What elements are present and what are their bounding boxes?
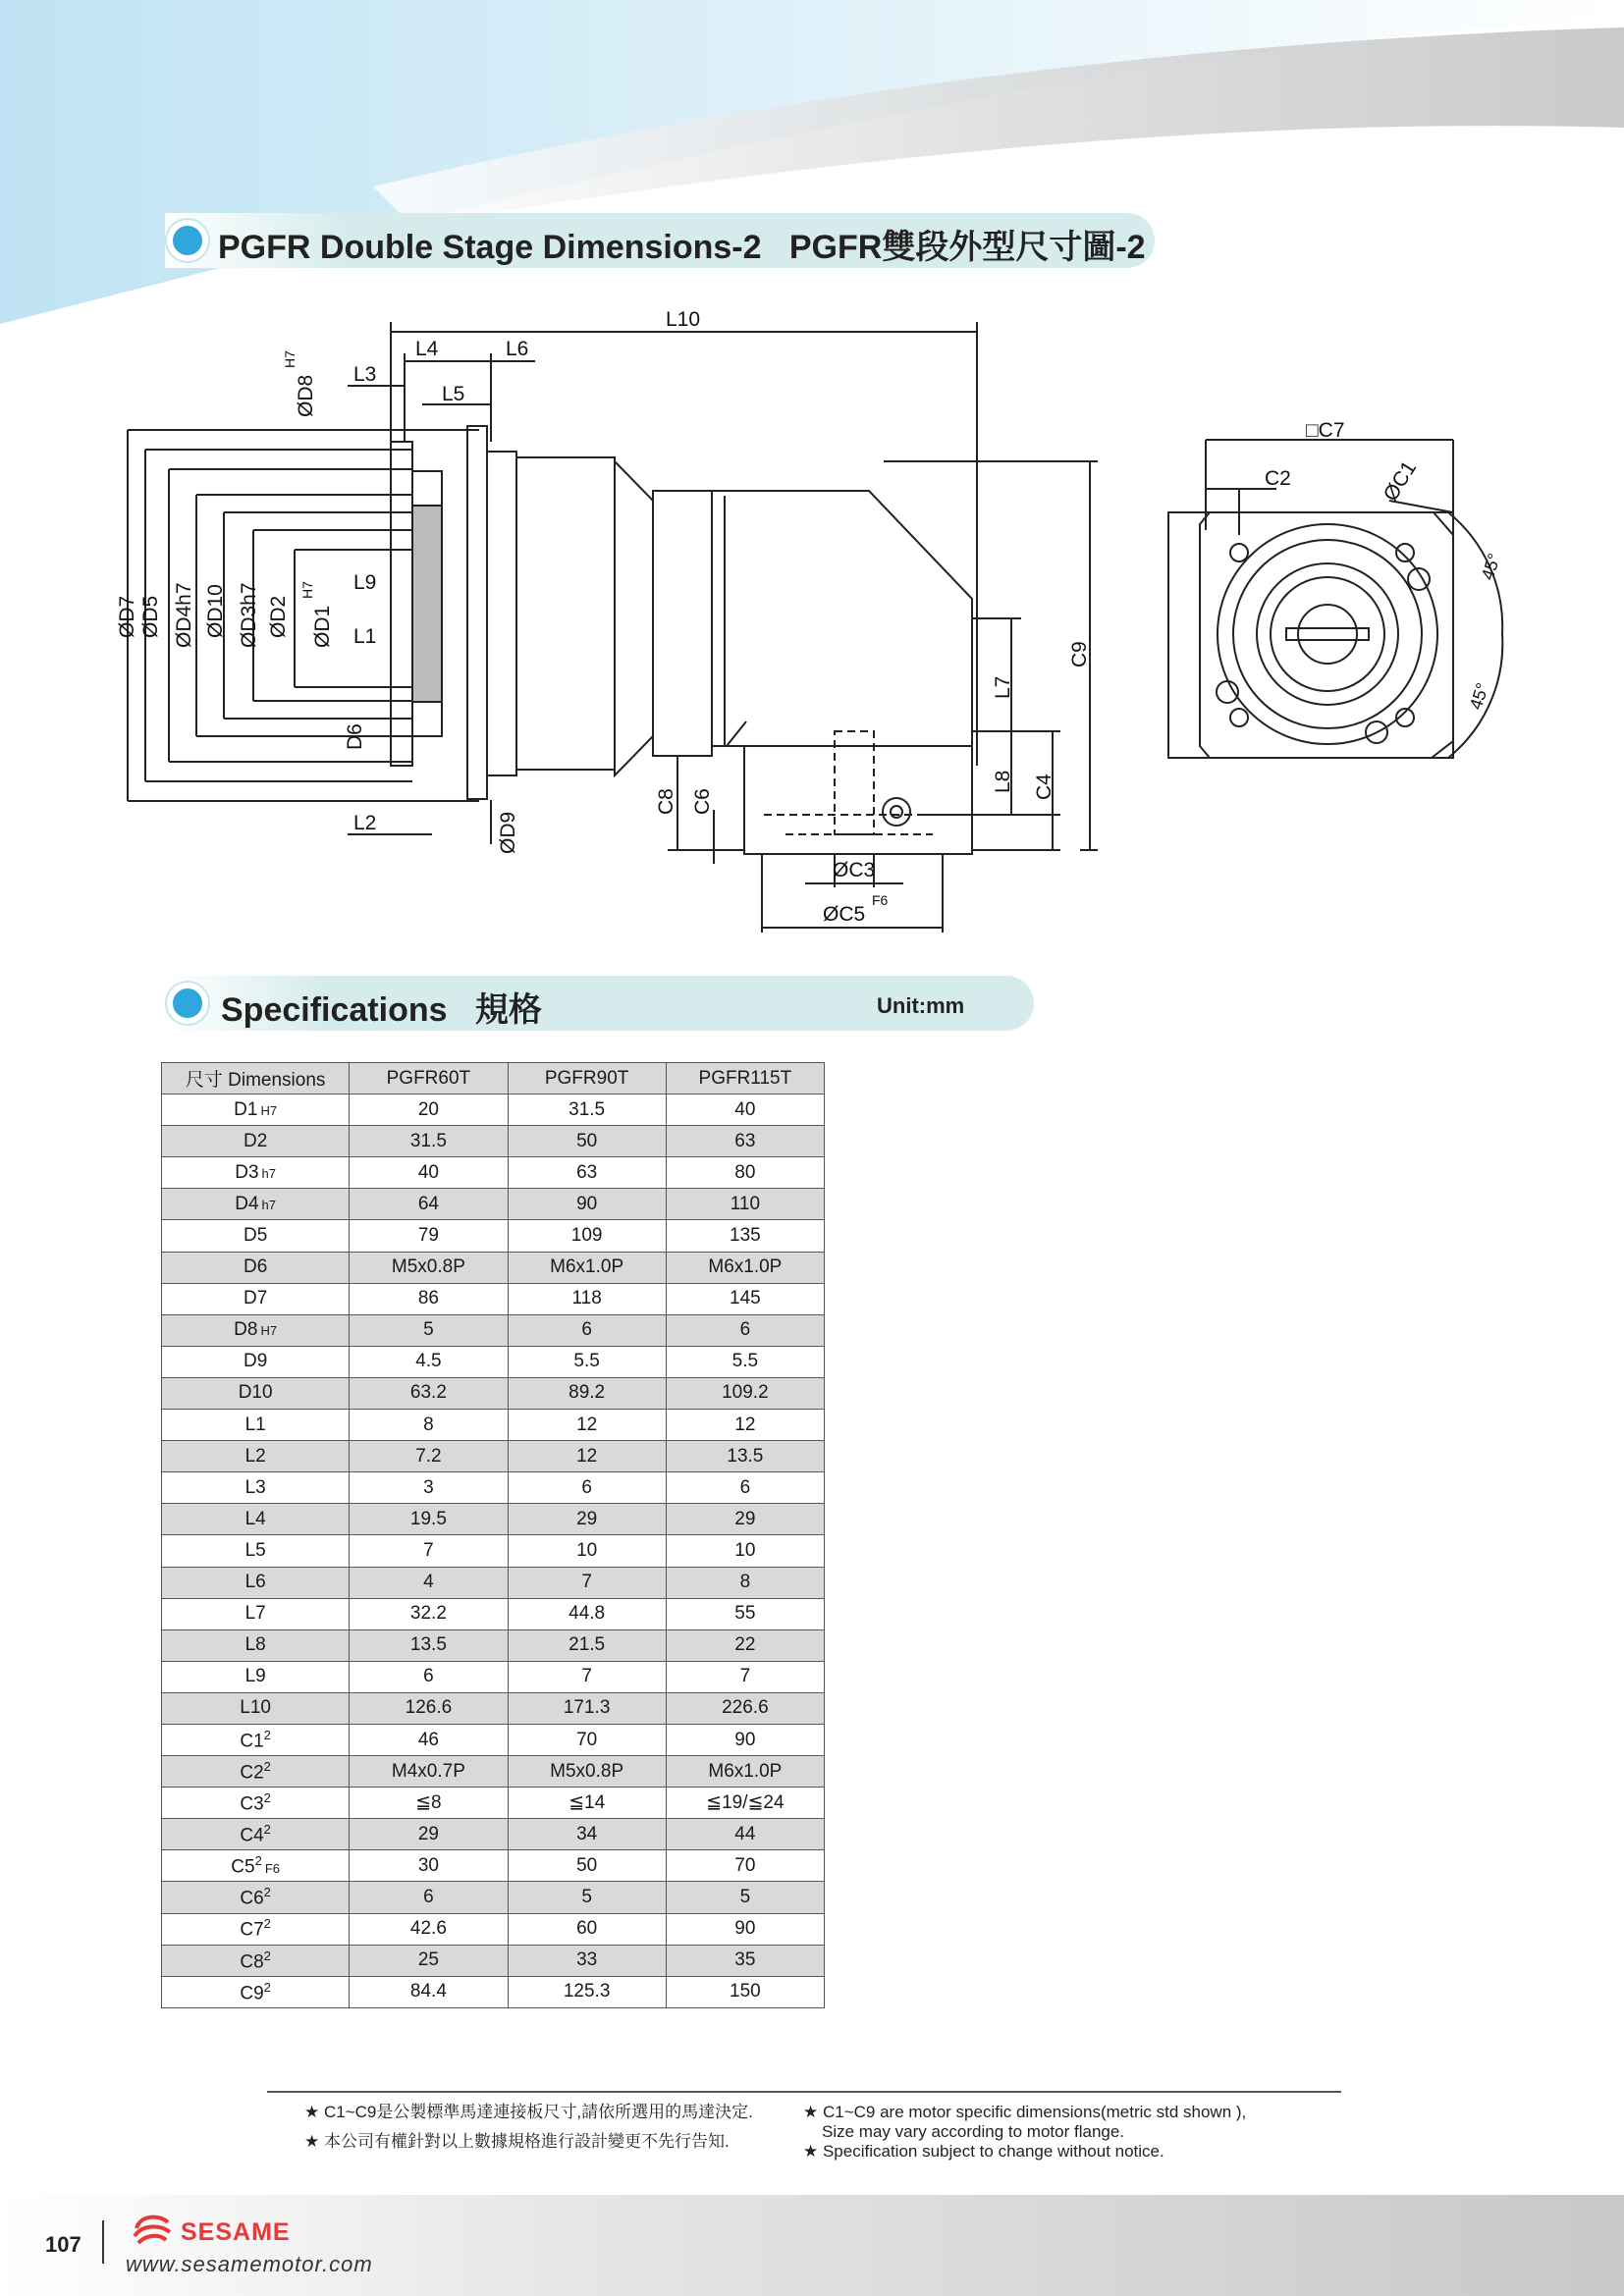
label-C3: ØC3: [833, 859, 876, 881]
table-row: [162, 1913, 825, 1945]
dimension-value: 5.5: [666, 1346, 824, 1377]
dimension-value: 50: [508, 1126, 666, 1157]
dimension-value: 6: [350, 1882, 508, 1913]
table-row: [162, 1472, 825, 1504]
dimension-name: [162, 1976, 350, 2007]
table-row: [162, 1220, 825, 1252]
footer-separator: [102, 2220, 104, 2264]
dimension-value: 46: [350, 1724, 508, 1755]
dimension-symbol: D5: [243, 1225, 268, 1247]
table-row: [162, 1283, 825, 1314]
label-L2: L2: [353, 812, 377, 834]
dimension-value: 32.2: [350, 1598, 508, 1629]
table-row: [162, 1850, 825, 1882]
label-D7: ØD7: [116, 595, 138, 638]
dimension-value: 125.3: [508, 1976, 666, 2007]
specs-title: Specifications 規格: [221, 991, 542, 1029]
dimension-value: 8: [350, 1410, 508, 1441]
dimension-drawing: [108, 294, 1542, 962]
dimension-value: 10: [508, 1535, 666, 1567]
dimension-value: 40: [350, 1157, 508, 1189]
dimension-symbol: D1: [234, 1098, 258, 1120]
dimension-footnote: 2: [263, 1727, 271, 1742]
dimension-value: 90: [666, 1724, 824, 1755]
dimension-value: 42.6: [350, 1913, 508, 1945]
dimension-symbol: L9: [244, 1666, 266, 1687]
dimension-value: 7: [508, 1567, 666, 1598]
dimension-footnote: 2: [263, 1822, 271, 1838]
dimension-value: 33: [508, 1945, 666, 1976]
dimension-name: [162, 1410, 350, 1441]
dimension-tolerance: H7: [260, 1323, 278, 1339]
table-row: [162, 1346, 825, 1377]
dimension-value: ≦19/≦24: [666, 1788, 824, 1819]
dimension-symbol: L7: [244, 1603, 266, 1625]
dimension-value: 79: [350, 1220, 508, 1252]
table-row: [162, 1504, 825, 1535]
dimension-value: 55: [666, 1598, 824, 1629]
label-L1: L1: [353, 625, 377, 648]
notes-divider: [267, 2091, 1341, 2093]
dimension-value: 63.2: [350, 1377, 508, 1409]
dimension-symbol: D2: [243, 1130, 268, 1151]
dimension-value: 40: [666, 1095, 824, 1126]
dimension-symbol: C8: [240, 1950, 264, 1972]
dimension-symbol: C7: [240, 1919, 264, 1941]
dimension-value: 171.3: [508, 1692, 666, 1724]
dimension-symbol: D4: [235, 1193, 259, 1214]
table-row: [162, 1788, 825, 1819]
label-D10: ØD10: [204, 584, 227, 638]
dimension-value: 22: [666, 1629, 824, 1661]
dimension-value: 60: [508, 1913, 666, 1945]
dimension-value: 109: [508, 1220, 666, 1252]
note-zh-1: ★ C1~C9是公製標準馬達連接板尺寸,請依所選用的馬達決定.: [304, 2103, 753, 2121]
dimension-value: 118: [508, 1283, 666, 1314]
column-header-model: PGFR90T: [508, 1063, 666, 1095]
dimension-tolerance: F6: [264, 1860, 280, 1876]
label-D1: ØD1: [311, 605, 334, 648]
dimension-symbol: L3: [244, 1476, 266, 1498]
notes-en: [803, 2103, 1246, 2162]
table-row: [162, 1377, 825, 1409]
dimension-footnote: 2: [263, 1948, 271, 1963]
label-angle-1: 45°: [1477, 551, 1505, 583]
note-en-2: ★ Specification subject to change without notice.: [803, 2142, 1164, 2161]
dimension-symbol: D6: [243, 1256, 268, 1278]
dimension-symbol: C9: [240, 1982, 264, 2003]
dimension-value: 90: [666, 1913, 824, 1945]
dimension-value: 135: [666, 1220, 824, 1252]
label-L3: L3: [353, 363, 377, 386]
dimension-value: 5: [508, 1882, 666, 1913]
dimension-value: 7: [508, 1661, 666, 1692]
specs-bullet-icon: [167, 983, 208, 1024]
dimension-value: 5: [350, 1314, 508, 1346]
dimension-value: 150: [666, 1976, 824, 2007]
dimension-value: 63: [666, 1126, 824, 1157]
note-en-1b: Size may vary according to motor flange.: [822, 2122, 1125, 2141]
table-row: [162, 1095, 825, 1126]
dimension-name: [162, 1346, 350, 1377]
dimension-name: [162, 1850, 350, 1882]
label-C8: C8: [655, 788, 677, 815]
dimension-footnote: 2: [254, 1853, 262, 1869]
table-row: [162, 1314, 825, 1346]
dimension-name: [162, 1598, 350, 1629]
dimension-tolerance: h7: [261, 1197, 277, 1212]
label-D8: ØD8: [295, 374, 317, 417]
dimension-symbol: D9: [243, 1351, 268, 1372]
dimension-value: 4: [350, 1567, 508, 1598]
dimension-value: 7: [350, 1535, 508, 1567]
dimension-value: 12: [666, 1410, 824, 1441]
dimension-value: 6: [508, 1472, 666, 1504]
page-number: 107: [45, 2232, 81, 2257]
dimension-symbol: C2: [240, 1762, 264, 1784]
label-D1-sup: H7: [299, 581, 315, 599]
dimension-name: [162, 1095, 350, 1126]
label-C7: □C7: [1306, 419, 1345, 442]
dimension-value: M4x0.7P: [350, 1756, 508, 1788]
table-row: [162, 1819, 825, 1850]
label-L5: L5: [442, 383, 465, 405]
column-header-model: PGFR60T: [350, 1063, 508, 1095]
dimension-value: ≦8: [350, 1788, 508, 1819]
dimension-value: 12: [508, 1410, 666, 1441]
column-header-dimensions: 尺寸 Dimensions: [162, 1063, 350, 1095]
dimension-value: 30: [350, 1850, 508, 1882]
dimension-name: [162, 1535, 350, 1567]
label-D4: ØD4h7: [173, 582, 195, 648]
dimension-value: 3: [350, 1472, 508, 1504]
dimension-value: 29: [508, 1504, 666, 1535]
dimension-symbol: D8: [234, 1319, 258, 1341]
dimension-value: 10: [666, 1535, 824, 1567]
website-link[interactable]: www.sesamemotor.com: [126, 2252, 373, 2276]
dimension-symbol: C6: [240, 1888, 264, 1909]
dimension-symbol: L8: [244, 1634, 266, 1656]
brand-name: SESAME: [181, 2218, 291, 2246]
dimension-symbol: D3: [235, 1161, 259, 1183]
dimension-value: 6: [350, 1661, 508, 1692]
dimension-value: 7: [666, 1661, 824, 1692]
dimension-name: [162, 1314, 350, 1346]
dimension-value: 70: [666, 1850, 824, 1882]
dimension-value: 35: [666, 1945, 824, 1976]
table-row: [162, 1126, 825, 1157]
label-C2: C2: [1265, 467, 1291, 490]
label-D5: ØD5: [139, 595, 162, 638]
dimension-name: [162, 1189, 350, 1220]
dimension-tolerance: h7: [261, 1165, 277, 1181]
label-L10: L10: [666, 308, 701, 331]
dimension-name: [162, 1126, 350, 1157]
unit-label: Unit:mm: [877, 993, 965, 1018]
label-C6: C6: [691, 788, 714, 815]
dimension-tolerance: H7: [260, 1102, 278, 1118]
note-en-1: ★ C1~C9 are motor specific dimensions(metric std shown ),: [803, 2103, 1247, 2121]
dimension-name: [162, 1788, 350, 1819]
table-row: [162, 1724, 825, 1755]
table-row: [162, 1598, 825, 1629]
table-row: [162, 1945, 825, 1976]
dimension-name: [162, 1692, 350, 1724]
label-D8-sup: H7: [282, 350, 298, 368]
dimension-name: [162, 1945, 350, 1976]
label-D9: ØD9: [497, 811, 519, 854]
dimension-value: 6: [666, 1472, 824, 1504]
dimension-value: 44.8: [508, 1598, 666, 1629]
dimension-value: 6: [508, 1314, 666, 1346]
dimension-value: 63: [508, 1157, 666, 1189]
table-row: [162, 1756, 825, 1788]
dimension-footnote: 2: [263, 1758, 271, 1774]
dimension-value: 19.5: [350, 1504, 508, 1535]
title-bullet-icon: [167, 220, 208, 261]
dimension-value: 8: [666, 1567, 824, 1598]
dimension-symbol: L6: [244, 1572, 266, 1593]
dimension-value: 13.5: [350, 1629, 508, 1661]
dimension-name: [162, 1377, 350, 1409]
dimension-value: 29: [350, 1819, 508, 1850]
dimension-value: 12: [508, 1441, 666, 1472]
dimension-name: [162, 1504, 350, 1535]
dimension-value: 13.5: [666, 1441, 824, 1472]
dimension-value: 70: [508, 1724, 666, 1755]
dimension-value: 21.5: [508, 1629, 666, 1661]
table-row: [162, 1976, 825, 2007]
dimension-footnote: 2: [263, 1790, 271, 1806]
dimension-footnote: 2: [263, 1885, 271, 1900]
label-C5-sup: F6: [872, 892, 889, 908]
specs-table: [161, 1062, 825, 2008]
dimension-name: [162, 1661, 350, 1692]
table-row: [162, 1882, 825, 1913]
column-header-model: PGFR115T: [666, 1063, 824, 1095]
dimension-value: 90: [508, 1189, 666, 1220]
dimension-footnote: 2: [263, 1979, 271, 1995]
label-L7: L7: [992, 675, 1014, 699]
dimension-value: 126.6: [350, 1692, 508, 1724]
dimension-symbol: D10: [238, 1382, 273, 1404]
dimension-value: 34: [508, 1819, 666, 1850]
dimension-value: 80: [666, 1157, 824, 1189]
label-C4: C4: [1033, 774, 1056, 800]
dimension-value: 145: [666, 1283, 824, 1314]
dimension-symbol: L1: [244, 1414, 266, 1435]
note-zh-2: ★ 本公司有權針對以上數據規格進行設計變更不先行告知.: [304, 2132, 730, 2151]
dimension-name: [162, 1724, 350, 1755]
table-row: [162, 1441, 825, 1472]
table-row: [162, 1252, 825, 1283]
table-row: [162, 1189, 825, 1220]
dimension-symbol: L2: [244, 1445, 266, 1467]
sesame-logo-icon: [131, 2211, 176, 2246]
dimension-value: 86: [350, 1283, 508, 1314]
dimension-value: M6x1.0P: [666, 1252, 824, 1283]
dimension-name: [162, 1441, 350, 1472]
table-row: [162, 1567, 825, 1598]
dimension-symbol: L4: [244, 1508, 266, 1529]
table-row: [162, 1410, 825, 1441]
dimension-value: 31.5: [508, 1095, 666, 1126]
table-row: [162, 1661, 825, 1692]
dimension-name: [162, 1629, 350, 1661]
notes-zh: [304, 2103, 753, 2152]
dimension-value: M6x1.0P: [508, 1252, 666, 1283]
label-D6: D6: [344, 723, 366, 750]
dimension-value: 20: [350, 1095, 508, 1126]
dimension-name: [162, 1756, 350, 1788]
dimension-value: 50: [508, 1850, 666, 1882]
table-header-row: [162, 1063, 825, 1095]
dimension-name: [162, 1472, 350, 1504]
dimension-value: 4.5: [350, 1346, 508, 1377]
dimension-value: M5x0.8P: [508, 1756, 666, 1788]
dimension-name: [162, 1819, 350, 1850]
dimension-value: 89.2: [508, 1377, 666, 1409]
dimension-name: [162, 1220, 350, 1252]
table-row: [162, 1535, 825, 1567]
label-L4: L4: [415, 338, 439, 360]
label-D2: ØD2: [267, 595, 290, 638]
dimension-name: [162, 1157, 350, 1189]
dimension-value: 110: [666, 1189, 824, 1220]
dimension-symbol: D7: [243, 1288, 268, 1309]
dimension-value: M6x1.0P: [666, 1756, 824, 1788]
dimension-symbol: L10: [240, 1697, 271, 1719]
dimension-symbol: L5: [244, 1539, 266, 1561]
dimension-name: [162, 1882, 350, 1913]
label-angle-2: 45°: [1465, 680, 1493, 713]
dimension-value: 7.2: [350, 1441, 508, 1472]
label-C9: C9: [1068, 641, 1091, 667]
dimension-value: 25: [350, 1945, 508, 1976]
dimension-value: 5.5: [508, 1346, 666, 1377]
table-row: [162, 1157, 825, 1189]
label-C5: ØC5: [823, 903, 866, 926]
dimension-symbol: C4: [240, 1825, 264, 1846]
dimension-name: [162, 1567, 350, 1598]
label-L6: L6: [506, 338, 529, 360]
dimension-value: 84.4: [350, 1976, 508, 2007]
label-C1: ØC1: [1379, 456, 1422, 506]
label-L8: L8: [992, 770, 1014, 793]
dimension-value: 31.5: [350, 1126, 508, 1157]
dimension-value: 29: [666, 1504, 824, 1535]
dimension-footnote: 2: [263, 1916, 271, 1932]
dimension-value: 44: [666, 1819, 824, 1850]
dimension-value: 6: [666, 1314, 824, 1346]
dimension-value: 226.6: [666, 1692, 824, 1724]
dimension-symbol: C3: [240, 1793, 264, 1815]
label-D3: ØD3h7: [238, 582, 260, 648]
dimension-name: [162, 1913, 350, 1945]
dimension-symbol: C1: [240, 1731, 264, 1752]
table-row: [162, 1692, 825, 1724]
table-row: [162, 1629, 825, 1661]
dimension-symbol: C5: [231, 1856, 255, 1878]
dimension-value: 64: [350, 1189, 508, 1220]
page-title: PGFR Double Stage Dimensions-2 PGFR雙段外型尺寸圖-2: [218, 229, 1146, 266]
dimension-value: 109.2: [666, 1377, 824, 1409]
dimension-value: M5x0.8P: [350, 1252, 508, 1283]
label-L9: L9: [353, 571, 377, 594]
dimension-value: 5: [666, 1882, 824, 1913]
dimension-name: [162, 1283, 350, 1314]
dimension-name: [162, 1252, 350, 1283]
dimension-value: ≦14: [508, 1788, 666, 1819]
